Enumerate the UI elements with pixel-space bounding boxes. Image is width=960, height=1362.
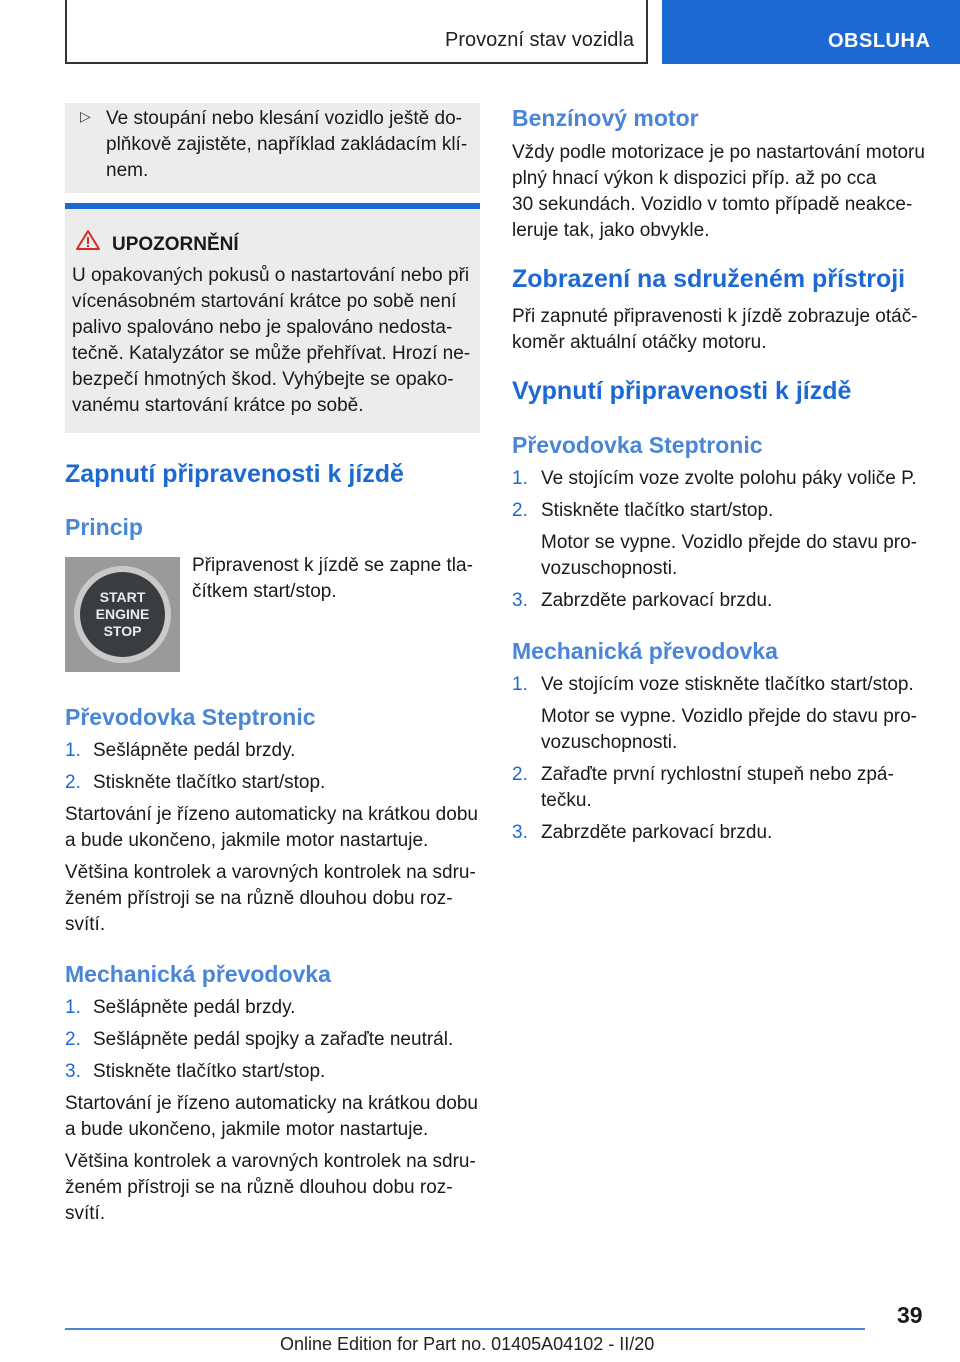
header-frame	[65, 0, 648, 64]
warning-icon	[75, 229, 101, 251]
step-text: Sešlápněte pedál brzdy.	[93, 740, 296, 761]
step-number: 1.	[65, 997, 81, 1018]
tab-label: OBSLUHA	[828, 30, 931, 52]
tab-obsluha[interactable]	[662, 0, 960, 64]
step-text: Ve stojícím voze stiskněte tlačítko start/stop.	[541, 674, 914, 695]
step-text: Ve stojícím voze zvolte polohu páky voliče P.	[541, 468, 917, 489]
warning-line: tečně. Katalyzátor se může přehřívat. Hrozí ne-	[72, 343, 471, 364]
heading-mechanical: Mechanická převodovka	[65, 961, 331, 987]
warning-line: palivo spalováno nebo je spalováno nedosta-	[72, 317, 453, 338]
step-number: 2.	[512, 764, 528, 785]
step-text: vozuschopnosti.	[541, 732, 678, 753]
note-line: Ve stoupání nebo klesání vozidlo ještě do-	[106, 108, 462, 129]
step-text: Zabrzděte parkovací brzdu.	[541, 822, 773, 843]
step-number: 3.	[512, 590, 528, 611]
heading-steptronic-right: Převodovka Steptronic	[512, 432, 763, 458]
paragraph-line: Startování je řízeno automaticky na krátkou dobu	[65, 804, 478, 825]
paragraph-line: ženém přístroji se na různě dlouhou dobu roz-	[65, 1177, 453, 1198]
note-line: nem.	[106, 160, 149, 181]
heading-mechanical-right: Mechanická převodovka	[512, 638, 778, 664]
step-text: Stiskněte tlačítko start/stop.	[93, 1061, 326, 1082]
heading-petrol: Benzínový motor	[512, 105, 699, 131]
princip-line: Připravenost k jízdě se zapne tla-	[192, 555, 473, 576]
step-number: 3.	[512, 822, 528, 843]
footer-edition: Online Edition for Part no. 01405A04102 - II/20	[280, 1334, 655, 1354]
paragraph-line: 30 sekundách. Vozidlo v tomto případě neakce-	[512, 194, 913, 215]
heading-ready-off: Vypnutí připravenosti k jízdě	[512, 377, 852, 405]
heading-steptronic: Převodovka Steptronic	[65, 704, 316, 730]
paragraph-line: a bude ukončeno, jakmile motor nastartuje.	[65, 830, 429, 851]
warning-line: U opakovaných pokusů o nastartování nebo při	[72, 265, 470, 286]
paragraph-line: a bude ukončeno, jakmile motor nastartuje.	[65, 1119, 429, 1140]
paragraph-line: koměr aktuální otáčky motoru.	[512, 332, 767, 353]
heading-princip: Princip	[65, 514, 143, 540]
note-line: plňkově zajistěte, například zakládacím klí-	[106, 134, 468, 155]
paragraph-line: ženém přístroji se na různě dlouhou dobu roz-	[65, 888, 453, 909]
step-number: 1.	[65, 740, 81, 761]
button-label: START	[99, 589, 146, 605]
warning-line: vanému startování krátce po sobě.	[72, 395, 364, 416]
step-number: 2.	[65, 1029, 81, 1050]
warning-title: UPOZORNĚNÍ	[112, 234, 239, 255]
paragraph-line: plný hnací výkon k dispozici příp. až po cca	[512, 168, 877, 189]
paragraph-line: Většina kontrolek a varovných kontrolek na sdru-	[65, 1151, 476, 1172]
step-text: Zabrzděte parkovací brzdu.	[541, 590, 773, 611]
warning-bar	[65, 203, 480, 209]
step-text: tečku.	[541, 790, 592, 811]
section-title: Provozní stav vozidla	[445, 29, 634, 51]
triangle-marker-icon: ▷	[80, 108, 91, 124]
step-number: 3.	[65, 1061, 81, 1082]
paragraph-line: svítí.	[65, 914, 106, 935]
heading-display: Zobrazení na sdruženém přístroji	[512, 265, 906, 293]
paragraph-line: leruje tak, jako obvykle.	[512, 220, 710, 241]
princip-line: čítkem start/stop.	[192, 581, 337, 602]
paragraph-line: svítí.	[65, 1203, 106, 1224]
paragraph-line: Většina kontrolek a varovných kontrolek na sdru-	[65, 862, 476, 883]
paragraph-line: Při zapnuté připravenosti k jízdě zobrazuje otáč-	[512, 306, 918, 327]
step-text: Zařaďte první rychlostní stupeň nebo zpá-	[541, 764, 894, 785]
warning-line: bezpečí hmotných škod. Vyhýbejte se opako-	[72, 369, 454, 390]
step-number: 1.	[512, 468, 528, 489]
heading-ready-on: Zapnutí připravenosti k jízdě	[65, 460, 404, 488]
warning-line: vícenásobném startování krátce po sobě není	[72, 291, 457, 312]
paragraph-line: Startování je řízeno automaticky na krátkou dobu	[65, 1093, 478, 1114]
step-text: vozuschopnosti.	[541, 558, 678, 579]
step-text: Sešlápněte pedál brzdy.	[93, 997, 296, 1018]
paragraph-line: Vždy podle motorizace je po nastartování motoru	[512, 142, 925, 163]
step-text: Stiskněte tlačítko start/stop.	[541, 500, 774, 521]
step-text: Stiskněte tlačítko start/stop.	[93, 772, 326, 793]
step-number: 2.	[65, 772, 81, 793]
step-number: 1.	[512, 674, 528, 695]
button-label: ENGINE	[95, 606, 150, 622]
step-number: 2.	[512, 500, 528, 521]
step-text: Sešlápněte pedál spojky a zařaďte neutrál.	[93, 1029, 454, 1050]
footer-divider	[65, 1328, 865, 1330]
page-number: 39	[897, 1302, 923, 1328]
start-stop-button-image	[65, 557, 180, 672]
step-text: Motor se vypne. Vozidlo přejde do stavu pro-	[541, 706, 917, 727]
button-label: STOP	[103, 623, 142, 639]
step-text: Motor se vypne. Vozidlo přejde do stavu pro-	[541, 532, 917, 553]
